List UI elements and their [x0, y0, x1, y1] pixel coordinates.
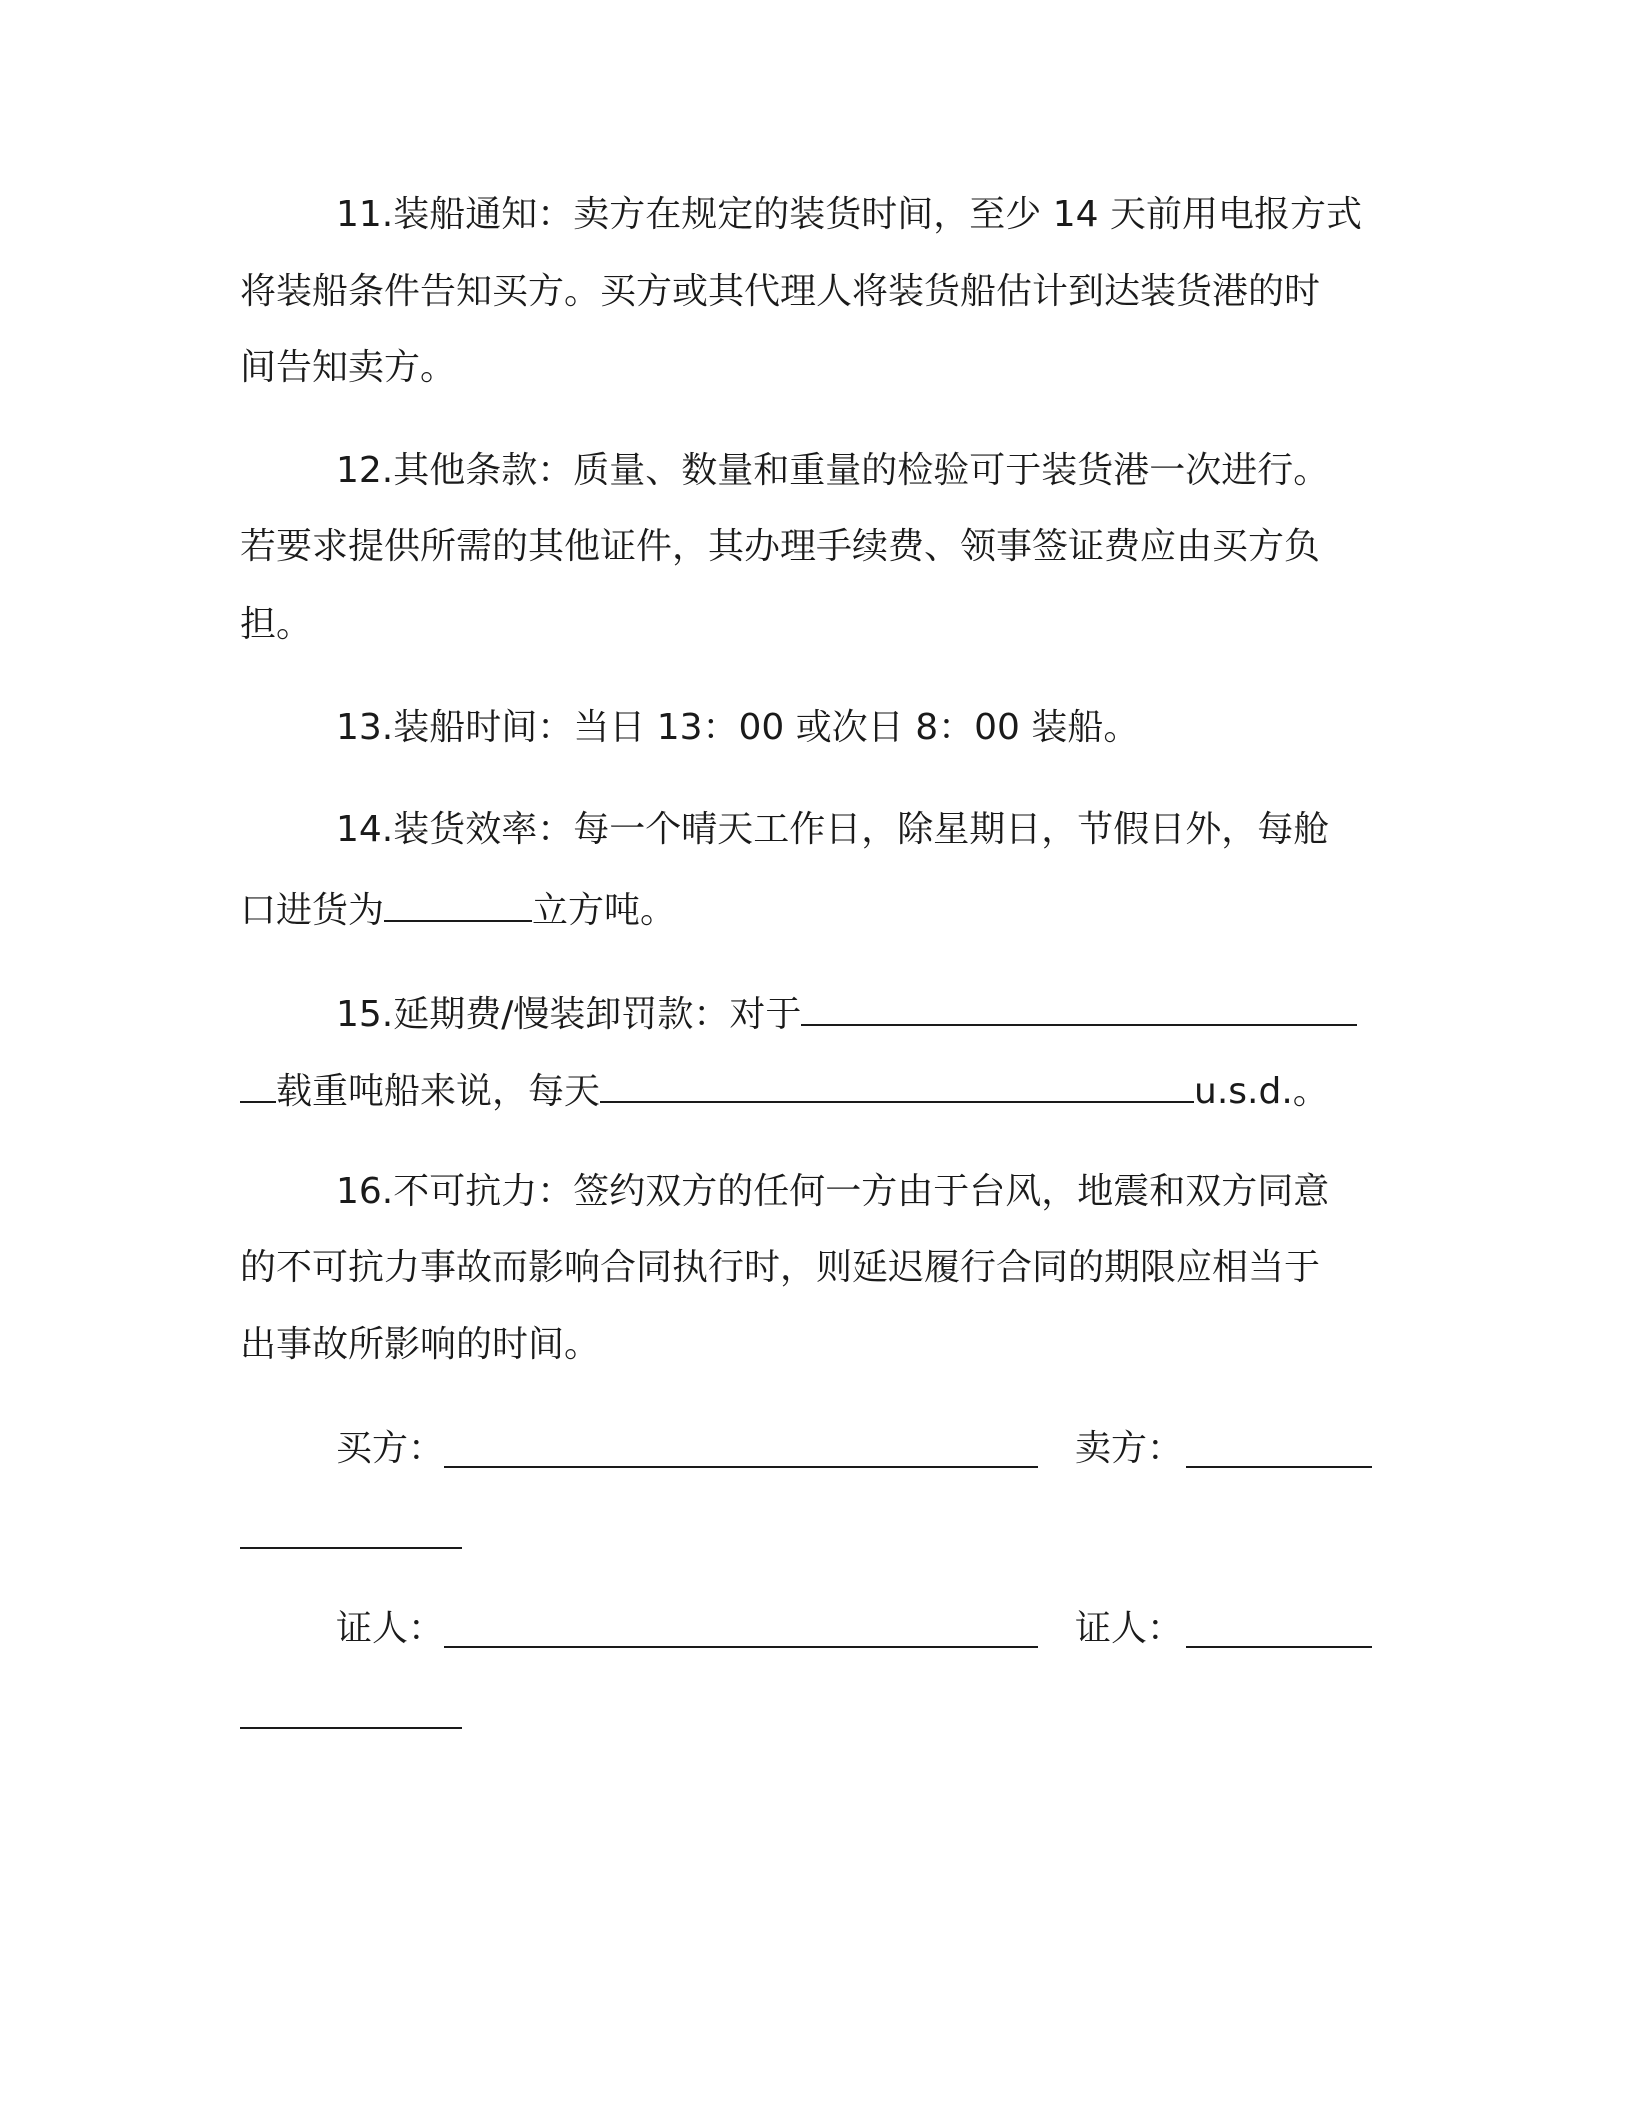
clause-11-line-1: 11.装船通知：卖方在规定的装货时间，至少 14 天前用电报方式	[336, 194, 1362, 235]
clause-13-line-1: 13.装船时间：当日 13：00 或次日 8：00 装船。	[336, 707, 1140, 748]
clause-15-tonnage-blank[interactable]	[801, 986, 1357, 1026]
witness-left-label: 证人：	[336, 1608, 445, 1649]
clause-15-line-1	[336, 986, 1357, 1036]
clause-14-line-2	[240, 882, 676, 932]
clause-14-text-before: 口进货为	[240, 890, 385, 931]
seller-signature-line-cont[interactable]	[240, 1547, 462, 1549]
clause-15-line-2	[240, 1063, 1329, 1113]
clause-15-text: 15.延期费/慢装卸罚款：对于	[336, 994, 802, 1035]
clause-15-currency: u.s.d.。	[1194, 1071, 1329, 1112]
clause-11-line-2: 将装船条件告知买方。买方或其代理人将装货船估计到达装货港的时	[240, 271, 1321, 312]
witness-right-signature-line[interactable]	[1186, 1646, 1372, 1648]
seller-signature-line[interactable]	[1186, 1466, 1372, 1468]
witness-right-label: 证人：	[1075, 1608, 1184, 1649]
witness-right-signature-line-cont[interactable]	[240, 1727, 462, 1729]
clause-14-fill-blank[interactable]	[384, 882, 532, 922]
buyer-label: 买方：	[336, 1428, 445, 1469]
clause-15-tonnage-blank-cont[interactable]	[240, 1063, 276, 1103]
buyer-signature-line[interactable]	[444, 1466, 1038, 1468]
clause-16-line-3: 出事故所影响的时间。	[240, 1324, 601, 1365]
clause-11-line-3: 间告知卖方。	[240, 347, 457, 388]
clause-15-text-mid: 载重吨船来说，每天	[276, 1071, 601, 1112]
witness-left-signature-line[interactable]	[444, 1646, 1038, 1648]
clause-12-line-2: 若要求提供所需的其他证件，其办理手续费、领事签证费应由买方负	[240, 526, 1321, 567]
clause-16-line-1: 16.不可抗力：签约双方的任何一方由于台风，地震和双方同意	[336, 1171, 1330, 1212]
clause-12-line-3: 担。	[240, 604, 313, 645]
clause-14-line-1: 14.装货效率：每一个晴天工作日，除星期日，节假日外，每舱	[336, 809, 1330, 850]
clause-14-text-after: 立方吨。	[532, 890, 677, 931]
clause-12-line-1: 12.其他条款：质量、数量和重量的检验可于装货港一次进行。	[336, 450, 1330, 491]
clause-16-line-2: 的不可抗力事故而影响合同执行时，则延迟履行合同的期限应相当于	[240, 1247, 1321, 1288]
clause-15-amount-blank[interactable]	[600, 1063, 1194, 1103]
seller-label: 卖方：	[1075, 1428, 1184, 1469]
